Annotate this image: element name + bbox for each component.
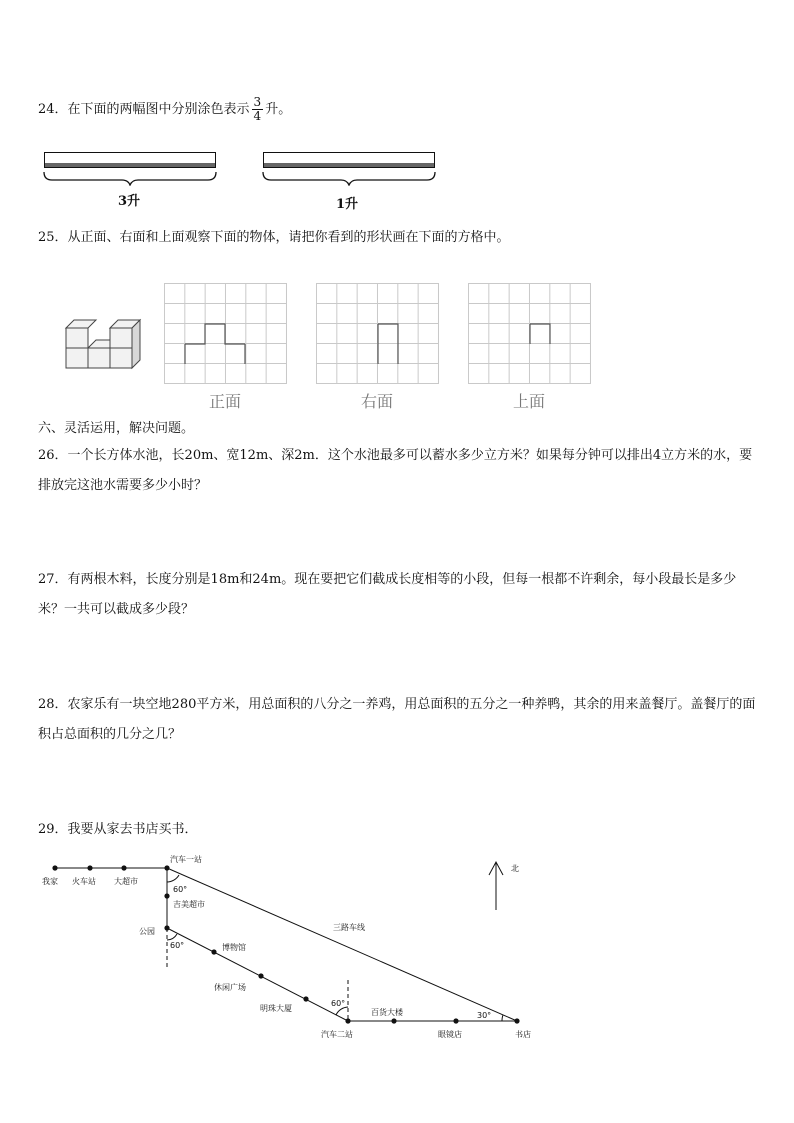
label-route3: 三路车线 [333, 923, 365, 932]
label-bookstore: 书店 [515, 1030, 531, 1039]
bar-3-liters[interactable] [44, 152, 216, 168]
q25-text: 25．从正面、右面和上面观察下面的物体，请把你看到的形状画在下面的方格中。 [38, 230, 510, 245]
front-hint [184, 323, 248, 367]
label-angle-2: 60° [170, 941, 185, 950]
label-dept-store: 百货大楼 [371, 1008, 403, 1017]
label-right: 右面 [360, 392, 393, 411]
label-jimei: 吉美超市 [173, 900, 205, 909]
label-top: 上面 [512, 392, 545, 411]
bar1-label: 3升 [118, 194, 141, 209]
brace-2 [259, 170, 439, 186]
q28-text: 28．农家乐有一块空地280平方米，用总面积的八分之一养鸡，用总面积的五分之一种养鸭，其余的用来盖餐厅。盖餐厅的面积占总面积的几分之几？ [38, 697, 756, 742]
cube-object [64, 318, 142, 372]
label-bus-stop-2: 汽车二站 [321, 1030, 353, 1039]
brace-1 [40, 170, 220, 186]
label-front: 正面 [208, 392, 241, 411]
label-north: 北 [511, 864, 519, 873]
q29-text: 29．我要从家去书店买书． [38, 822, 198, 837]
map-points [52, 865, 519, 1023]
label-plaza: 休闲广场 [214, 983, 246, 992]
label-angle-3: 60° [331, 999, 346, 1008]
bar-1-liter[interactable] [263, 152, 435, 168]
label-park: 公园 [139, 927, 155, 936]
label-bus-stop-1: 汽车一站 [170, 855, 202, 864]
label-supermarket: 大超市 [114, 877, 138, 886]
q24-prefix: 24．在下面的两幅图中分别涂色表示 [38, 102, 250, 117]
label-museum: 博物馆 [222, 943, 246, 952]
route-map [0, 840, 794, 1050]
fraction: $\frac{3}{4}$ [253, 95, 262, 123]
q27-text: 27．有两根木料，长度分别是18m和24m。现在要把它们截成长度相等的小段，但每一根都不许剩余，每小段最长是多少米？一共可以截成多少段？ [38, 572, 737, 617]
section-title: 六、灵活运用，解决问题。 [38, 421, 195, 436]
label-home: 我家 [42, 877, 58, 886]
label-train-station: 火车站 [72, 877, 96, 886]
q26-text: 26．一个长方体水池，长20m、宽12m、深2m．这个水池最多可以蓄水多少立方米？如果每分钟可以排出4立方米的水，要排放完这池水需要多少小时？ [38, 448, 753, 493]
top-hint [529, 323, 553, 347]
bar2-label: 1升 [336, 197, 359, 212]
label-optician: 眼镜店 [438, 1030, 462, 1039]
right-hint [377, 323, 401, 367]
q24-suffix: 升。 [265, 102, 292, 117]
q24-text [38, 96, 291, 123]
label-angle-4: 30° [477, 1011, 492, 1020]
label-mingzhu: 明珠大厦 [260, 1004, 292, 1013]
label-angle-1: 60° [173, 885, 188, 894]
